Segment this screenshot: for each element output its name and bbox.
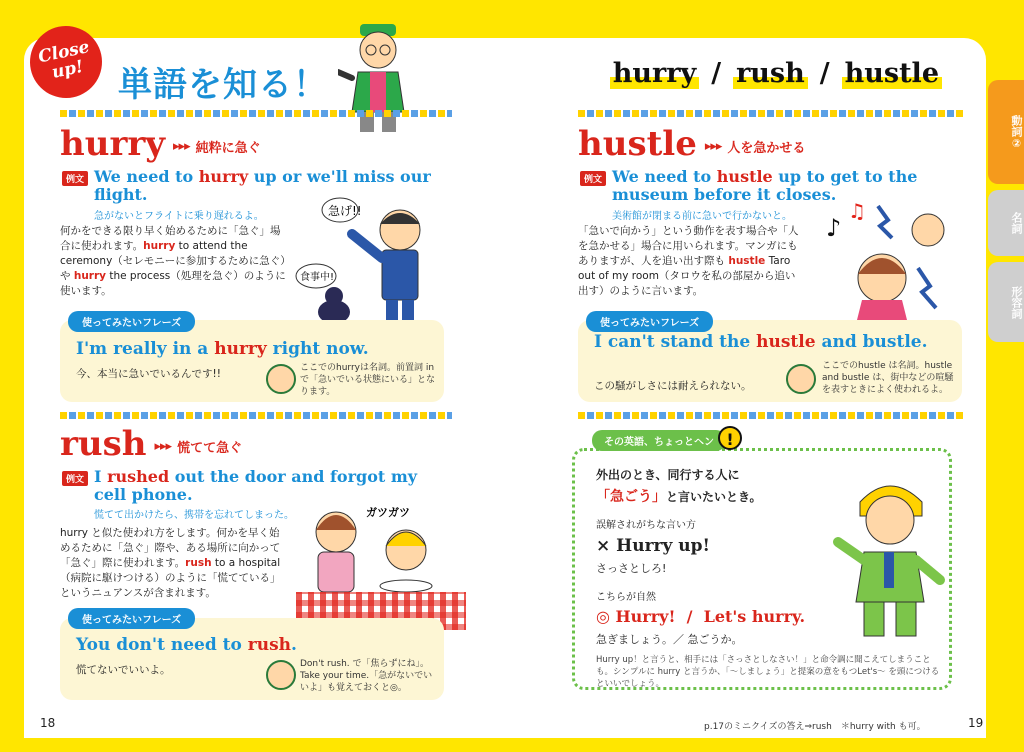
phrase-highlight: hurry (214, 339, 267, 359)
arrows-icon: ▸▸▸ (704, 138, 722, 154)
tips-lead-text: 外出のとき、同行する人に (596, 468, 740, 482)
phrase-text: right now. (266, 339, 369, 359)
meaning-rush: 慌てて急ぐ (177, 440, 243, 456)
close-up-badge: Close up! (23, 19, 108, 104)
right-label: こちらが自然 (596, 592, 656, 603)
teacher-face-icon (266, 660, 296, 690)
word-hurry-text: hurry (60, 124, 166, 164)
example-tag: 例文 (580, 171, 606, 186)
example-text: I (94, 467, 108, 486)
note-rush: Don't rush. で「焦らずにね」。Take your time.「急がないでいいよ」も覚えておくと◎。 (300, 659, 433, 693)
example-text: up or we'll miss our flight. (94, 167, 431, 204)
speech-bubble-hurry: 急げ!! (328, 204, 362, 218)
phrase-text: You don't need to (76, 635, 248, 655)
body-text: the process（処理を急ぐ）のように使います。 (60, 270, 286, 297)
note-hustle: ここでのhustle は名詞。hustle and bustle は、街中などの喧騒を表すときによく使われるよ。 (822, 361, 954, 395)
example-translation-hustle: 美術館が閉まる前に急いで行かないと。 (612, 211, 792, 222)
businessman-illustration (290, 188, 450, 334)
example-text: We need to (612, 167, 717, 186)
phrase-text: I'm really in a (76, 339, 215, 359)
phrase-text: and bustle. (815, 332, 928, 352)
body-text: hurry と似た使われ方をします。何かを早く始めるために「急ぐ」際や、ある場所に向かって「急ぐ」際に使われます。 (60, 527, 281, 569)
body-text: to a hospital（病院に駆けつける）のように「慌てている」というニュアンスが含まれます。 (60, 557, 281, 599)
phrase-hurry (76, 340, 436, 359)
divider-mid-right (578, 412, 964, 419)
page-title: 単語を知る！ (118, 65, 328, 105)
svg-text:♪: ♪ (826, 214, 842, 242)
phrase-hustle (594, 333, 950, 352)
speech-bubble-eating: 食事中! (300, 272, 335, 283)
tips-lead (596, 464, 856, 508)
page-number-left: 18 (40, 716, 56, 730)
phrase-text: . (291, 635, 297, 655)
body-highlight: hustle (728, 255, 766, 267)
heading-word-hurry: hurry (610, 58, 699, 89)
exclamation-icon: ! (718, 426, 742, 450)
example-tag: 例文 (62, 471, 88, 486)
body-highlight: hurry (143, 240, 176, 252)
phrase-highlight: hustle (756, 332, 816, 352)
tips-lead-text: と言いたいとき。 (666, 490, 762, 504)
example-text: We need to (94, 167, 199, 186)
example-highlight: hurry (198, 167, 249, 186)
noisy-neighbor-illustration (818, 196, 968, 324)
phrase-translation-hurry: 今、本当に急いでいるんです!! (76, 368, 221, 380)
example-translation-hurry: 急がないとフライトに乗り遅れるよ。 (94, 211, 264, 222)
divider-mid-left (60, 412, 452, 419)
right-translation: 急ぎましょう。／ 急ごうか。 (596, 633, 743, 646)
phrase-label: 使ってみたいフレーズ (586, 311, 713, 332)
wrong-phrase: × Hurry up! (596, 536, 711, 556)
phrase-translation-hustle: この騒がしさには耐えられない。 (594, 380, 752, 392)
phrase-translation-rush: 慌てないでいいよ。 (76, 664, 171, 676)
phrase-highlight: rush (247, 635, 291, 655)
tips-lead-highlight: 「急ごう」 (596, 489, 666, 505)
sound-effect-text: ガツガツ (366, 506, 410, 519)
tab-nouns[interactable]: 名詞 (988, 190, 1024, 256)
word-hurry (60, 124, 261, 164)
teacher-face-icon (266, 364, 296, 394)
word-hustle-text: hustle (578, 124, 697, 164)
tips-footnote: Hurry up！と言うと、相手には「さっさとしなさい！」と命令調に聞こえてしまうことも。シンプルに hurry と言うか、「〜しましょう」と提案の意をもつLet's〜 を頭につけるといいでしょう。 (596, 655, 940, 689)
body-highlight: rush (185, 557, 212, 569)
arrows-icon: ▸▸▸ (154, 438, 172, 454)
teacher-illustration (338, 20, 418, 138)
note-hurry: ここでのhurryは名詞。前置詞 in で「急いでいる状態にいる」となります。 (300, 363, 436, 397)
arrows-icon: ▸▸▸ (173, 138, 190, 154)
body-text: to attend the ceremony（セレモニーに参加するために急ぐ）や (60, 240, 286, 282)
wrong-label: 誤解されがちな言い方 (596, 520, 696, 531)
example-text: out the door and forgot my cell phone. (94, 467, 418, 504)
body-highlight: hurry (73, 270, 106, 282)
heading-separator: / (711, 58, 722, 89)
word-rush-text: rush (60, 424, 147, 464)
word-rush (60, 424, 242, 464)
heading-word-rush: rush (733, 58, 808, 89)
heading-separator: / (819, 58, 830, 89)
right-phrase: ◎ Hurry! / Let's hurry. (596, 607, 806, 626)
meaning-hustle: 人を急かせる (727, 140, 806, 156)
explanation-hustle (578, 224, 804, 299)
quiz-answer: p.17のミニクイズの答え⇒rush ＊hurry with も可。 (704, 722, 926, 732)
teacher-face-icon (786, 364, 816, 394)
meaning-hurry: 純粋に急ぐ (195, 140, 261, 156)
example-highlight: hustle (716, 167, 773, 186)
divider-top-left (60, 110, 452, 117)
phrase-text: I can't stand the (594, 332, 757, 352)
explanation-rush (60, 526, 286, 601)
tab-verbs[interactable]: 動詞② (988, 80, 1024, 184)
body-text: Taro out of my room（タロウを私の部屋から追い出す）のように言います。 (578, 255, 796, 297)
blond-man-illustration (830, 472, 950, 640)
divider-top-right (578, 110, 964, 117)
explanation-hurry (60, 224, 286, 299)
body-text: 「急いで向かう」という動作を表す場合や「人を急かせる」場合に用いられます。マンガにもありますが、人を追い出す際も (578, 225, 799, 267)
eating-couple-illustration (296, 494, 466, 594)
example-highlight: rushed (107, 467, 170, 486)
svg-text:♫: ♫ (848, 199, 866, 223)
page-number-right: 19 (968, 716, 984, 730)
words-heading (610, 58, 942, 89)
wrong-translation: さっさとしろ! (596, 562, 667, 575)
word-hustle (578, 124, 805, 164)
tips-label: その英語、ちょっとヘン (592, 430, 726, 451)
phrase-rush (76, 636, 436, 655)
phrase-label: 使ってみたいフレーズ (68, 311, 195, 332)
example-translation-rush: 慌てて出かけたら、携帯を忘れてしまった。 (94, 510, 294, 521)
example-tag: 例文 (62, 171, 88, 186)
phrase-label: 使ってみたいフレーズ (68, 608, 195, 629)
example-text: up to get to the museum before it closes. (612, 167, 918, 204)
tab-adjectives[interactable]: 形容詞 (988, 262, 1024, 342)
body-text: 何かをできる限り早く始めるために「急ぐ」場合に使われます。 (60, 225, 281, 252)
heading-word-hustle: hustle (842, 58, 942, 89)
